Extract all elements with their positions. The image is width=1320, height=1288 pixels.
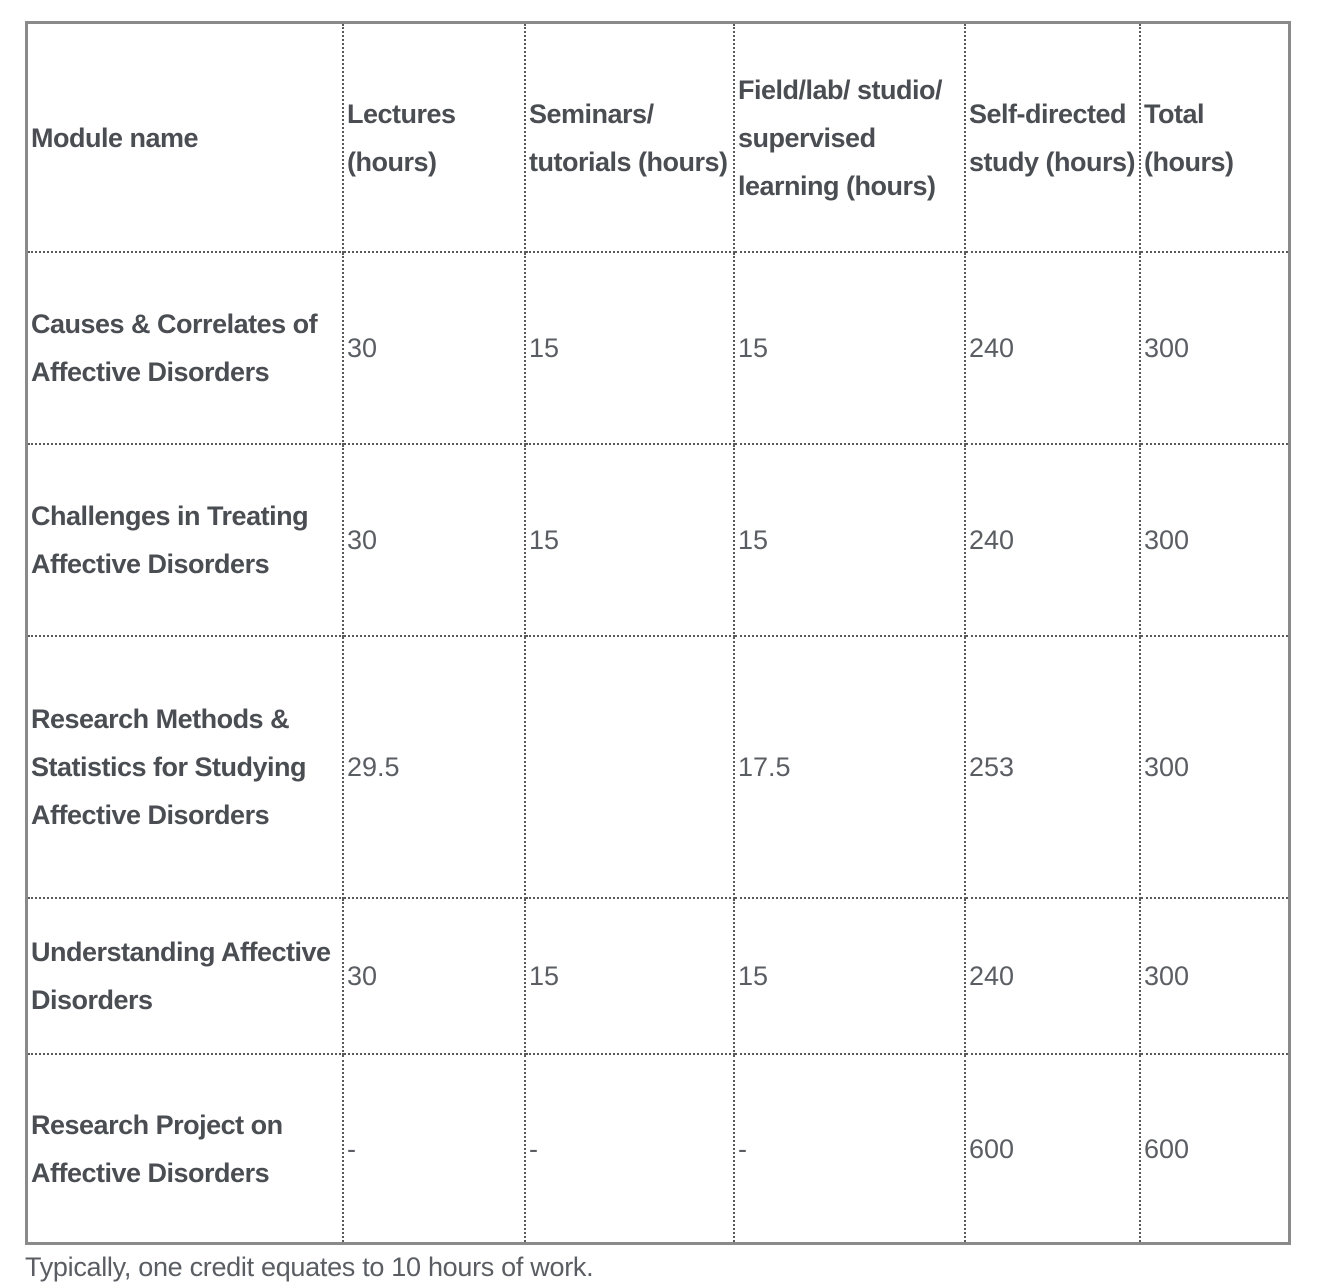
total-cell: 300 [1140,636,1288,898]
module-name-cell: Research Project on Affective Disorders [28,1054,343,1242]
module-hours-table [28,24,1288,1242]
self-directed-cell: 240 [965,444,1140,636]
lectures-cell: 30 [343,444,525,636]
module-name-cell: Challenges in Treating Affective Disorders [28,444,343,636]
total-cell: 300 [1140,252,1288,444]
header-self-directed: Self-directed study (hours) [965,24,1140,252]
seminars-cell: 15 [525,444,734,636]
header-field-lab: Field/lab/ studio/ supervised learning (hours) [734,24,965,252]
module-name-cell: Understanding Affective Disorders [28,898,343,1054]
field-lab-cell: 15 [734,252,965,444]
self-directed-cell: 600 [965,1054,1140,1242]
table-row [28,252,1288,444]
total-cell: 300 [1140,898,1288,1054]
lectures-cell: 30 [343,252,525,444]
total-cell: 600 [1144,1133,1190,1164]
table-row [28,444,1288,636]
credit-footnote: Typically, one credit equates to 10 hours of work. [25,1252,594,1282]
header-seminars: Seminars/ tutorials (hours) [525,24,734,252]
self-directed-cell: 253 [965,636,1140,898]
header-lectures: Lectures (hours) [343,24,525,252]
module-hours-table-container [25,21,1291,1245]
field-lab-cell: 15 [734,444,965,636]
header-module-name: Module name [28,24,343,252]
field-lab-cell: 17.5 [734,636,965,898]
seminars-cell: 15 [525,252,734,444]
field-lab-cell: 15 [734,898,965,1054]
lectures-cell: - [343,1054,525,1242]
header-total: Total (hours) [1140,24,1288,252]
lectures-cell: 30 [343,898,525,1054]
table-row [28,1054,1288,1242]
table-row [28,636,1288,898]
lectures-cell: 29.5 [343,636,525,898]
table-row [28,898,1288,1054]
seminars-cell: 15 [525,898,734,1054]
seminars-cell: - [525,1054,734,1242]
field-lab-cell: - [734,1054,965,1242]
module-name-cell: Research Methods & Statistics for Studying Affective Disorders [28,636,343,898]
module-name-cell: Causes & Correlates of Affective Disorders [28,252,343,444]
seminars-cell [525,636,734,898]
header-row [28,24,1288,252]
self-directed-cell: 240 [965,898,1140,1054]
self-directed-cell: 240 [965,252,1140,444]
total-cell: 300 [1140,444,1288,636]
